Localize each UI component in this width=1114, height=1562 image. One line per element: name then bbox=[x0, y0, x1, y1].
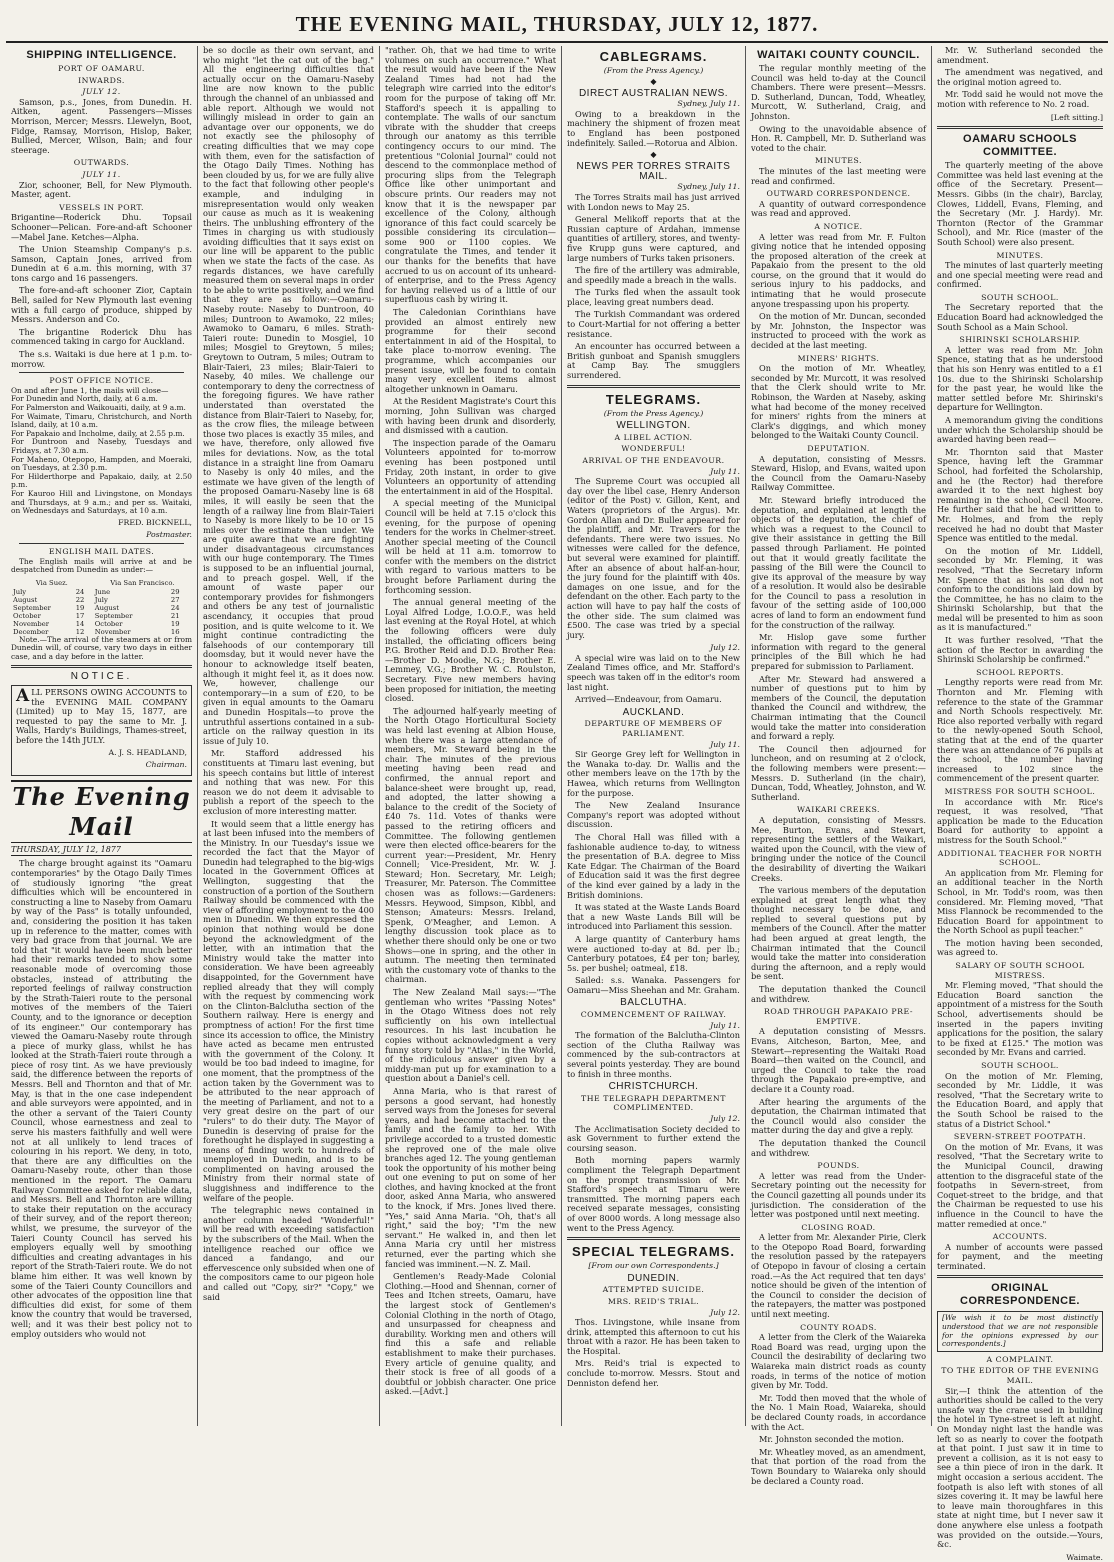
cable-date: Sydney, July 11. bbox=[677, 182, 740, 192]
column-6 bbox=[932, 45, 1108, 1562]
complaint-letter: Sir,—I think the attention of the authorities should be called to the very unsafe way the crane used in building the hotel in Tyne-street is left at night. On Monday night last the handle was left so as nearly to cover the footpath at that point. I just saw it in time to prevent a collision, as it is not easy to see a thin piece of iron in the dark. It might occasion a serious accident. The footpath is also left with stones of all sizes covering it. It may be lawful here to leave main thoroughfares in this state at night time, but I never saw it done anywhere else unless a footpath was provided on the outside.—Yours, &c. bbox=[937, 1385, 1103, 1550]
telegram-date: July 12. bbox=[710, 643, 740, 653]
suicide-title: ATTEMPTED SUICIDE. bbox=[602, 1285, 705, 1295]
postmaster-title: Postmaster. bbox=[146, 530, 192, 540]
advertisement: Gentlemen's Ready-Made Colonial Clothing.—Hood and Shennan, corner of Tees and Itchen streets, Oamaru, have the largest stock of Gentlemen's Colonial Clothing in the north of Otago, and unsurpassed for cheapness and durability. Working men and others will find this a safe and reliable establishment to make their purchases. Every article of genuine quality, and their stock is free of all goods of a doubtful or jobbish character. One price asked.—[Advt.] bbox=[385, 1271, 556, 1397]
telegram-date: July 12. bbox=[710, 1114, 740, 1123]
post-office-heading: POST OFFICE NOTICE. bbox=[49, 376, 154, 386]
subhead: ACCOUNTS. bbox=[992, 1232, 1048, 1242]
column-2 bbox=[198, 46, 380, 1426]
schools-para: An application from Mr. Fleming for an additional teacher in the North School, in Mr. Todd's room, was then considered. Mr. Fleming moved, "That Miss Flannock be recommended to the Education Board for appointment to the North School as pupil teacher." bbox=[937, 867, 1103, 936]
editorial-para: Mr. Stafford addressed his constituents at Timaru last evening, but his speech contains but little of interest and nothing that was new. For this reason we do not deem it advisable to publish a report of the speech to the exclusion of more interesting matter. bbox=[203, 748, 374, 816]
special-para: Thos. Livingstone, while insane from drink, attempted this afternoon to cut his throat with a razor. He has been taken to the Hospital. bbox=[567, 1317, 740, 1356]
table-row: December 12 November 16 bbox=[13, 627, 180, 636]
column-5 bbox=[746, 46, 932, 1486]
postmaster-name: FRED. BICKNELL, bbox=[118, 517, 192, 527]
notice-dropcap: A bbox=[16, 686, 30, 707]
libel-title: A LIBEL ACTION. bbox=[614, 432, 693, 442]
telegram-para: The Acclimatisation Society decided to ask Government to further extend the coursing season. bbox=[567, 1123, 740, 1153]
waitaki-para: A letter from the Clerk of the Waiareka Road Board was read, urging upon the Council the desirability of declaring two Waiareka main district roads as county roads, in terms of the notice of motion given by Mr. Todd. bbox=[751, 1332, 926, 1391]
schools-para: On the motion of Mr. Liddell, seconded by Mr. Fleming, it was resolved, "That the Secretary inform Mr. Spence that as his son did not conform to the conditions laid down by the Committee, he has no claim to the Shirinski Scholarship, but that the medal will be presented to him as soon as it is manufactured." bbox=[937, 545, 1103, 633]
subhead: SALARY OF SOUTH SCHOOL MISTRESS. bbox=[955, 961, 1085, 980]
subhead: SOUTH SCHOOL. bbox=[981, 292, 1059, 302]
subhead: POUNDS. bbox=[817, 1161, 860, 1171]
column-3 bbox=[380, 46, 562, 1426]
subhead: ROAD THROUGH PAPAKAIO PRE-EMPTIVE. bbox=[764, 1007, 913, 1026]
inwards-date: JULY 12. bbox=[82, 87, 121, 97]
schools-para: The minutes of last quarterly meeting and one special meeting were read and confirmed. bbox=[937, 260, 1103, 290]
cable-para: The fire of the artillery was admirable, and speedily made a breach in the walls. bbox=[567, 265, 740, 285]
post-office-lines: On and after June 1, the mails will close— For Dunedin and North, daily, at 6 a.m. For Palmerston and Waikouaiti, daily, at 9 a.m. For Waimate, Timaru, Christchurch, and North Island, daily, at 10 a.m. For Papakaio and Incholme, daily, at 2.55 p.m. For Duntroon and Naseby, Tuesdays and Fridays, at 7.30 a.m. For Maheno, Otepopo, Hampden, and Moeraki, on Tuesdays, at 2.30 p.m. For Hilderthorpe and Papakaio, daily, at 2.50 p.m. For Kauroo Hill and Livingstone, on Mondays and Thursdays, at 9 a.m.; and per ss. Waitaki, on Wednesdays and Saturdays, at 10 a.m. bbox=[11, 385, 192, 516]
cable-para: The Torres Straits mail has just arrived with London news to May 25. bbox=[567, 191, 740, 212]
telegram-para: The formation of the Balclutha-Clinton section of the Clutha Railway was commenced by the sub-contractors at several points yesterday. They are bound to finish in three months. bbox=[567, 1030, 740, 1079]
tui-para: The s.s. Waitaki is due here at 1 p.m. to-morrow. bbox=[11, 349, 192, 369]
waitaki-para: The minutes of the last meeting were read and confirmed. bbox=[751, 165, 926, 186]
complaint-title: A COMPLAINT. bbox=[986, 1354, 1054, 1364]
schools-para: The motion having been seconded, was agreed to. bbox=[937, 937, 1103, 958]
subhead: A NOTICE. bbox=[814, 221, 863, 231]
divider: ◆ bbox=[650, 76, 657, 86]
subhead: SEVERN-STREET FOOTPATH. bbox=[953, 1132, 1087, 1142]
notice-box bbox=[11, 685, 192, 776]
outwards-date: JULY 11. bbox=[82, 169, 121, 179]
subhead: SCHOOL REPORTS. bbox=[976, 667, 1064, 677]
notice-signer-title: Chairman. bbox=[145, 760, 187, 770]
waitaki-para: A letter was read from Mr. F. Fulton giving notice that he intended opposing the proposed alteration of the creek at Papakaio from the present to the old course, on the ground that it would do serious injury to his paddocks, and intimating that he would prosecute anyone trespassing upon his property. bbox=[751, 231, 926, 309]
cable-para: Owing to a breakdown in the machinery the shipment of frozen meat to England has been postponed indefinitely. Sailed.—Rotorua and Albion. bbox=[567, 108, 740, 148]
trial-title: MRS. REID'S TRIAL. bbox=[607, 1296, 700, 1306]
editorial-para: Anna Maria, who is that rarest of persons a good servant, had honestly served ways from the Joneses for several years, and had become attached to the family and the family to her. With privilege accorded to a trusted domestic she reproved one of the male olive branches aged 12. The young gentleman took the opportunity of his mother being out one evening to put on some of her clothes, and having knocked at the front door, asked Anna Maria, who answered to the knock, if Mrs. Jones lived there. "Yes," said Anna Maria. "Oh, that's all right," said the boy; "I'm the new servant." He walked in, and then let Anna Maria cry until her mistress returned, ever the parting which she fancied was imminent.—N. Z. Mail. bbox=[385, 1085, 556, 1269]
railway-title: COMMENCEMENT OF RAILWAY. bbox=[580, 1010, 727, 1020]
columns bbox=[6, 45, 1108, 1562]
waitaki-para: The various members of the deputation explained at great length what they thought necessary to be done, and replied to several questions put by members of the Council. After the matter had been argued at great length, the Chairman intimated that the Council would take the matter into consideration during the afternoon, and a reply would be sent. bbox=[751, 885, 926, 982]
nameplate: The Evening Mail bbox=[12, 781, 191, 841]
subhead: OUTWARD CORRESPONDENCE. bbox=[766, 189, 911, 199]
waitaki-para: The regular monthly meeting of the Council was held to-day at the Council Chambers. There were present—Messrs. D. Sutherland, Duncan, Todd, Wheatley, Murcott, W. Sutherland, Craig, and Johnston. bbox=[751, 63, 926, 121]
schools-heading: OAMARU SCHOOLS COMMITTEE. bbox=[963, 133, 1077, 159]
telegram-date: July 11. bbox=[710, 1020, 740, 1030]
telegrams-source: (From the Press Agency.) bbox=[603, 408, 704, 418]
waitaki-para: A deputation, consisting of Messrs. Mee, Burton, Evans, and Stewart, representing the settlers of the Waikari, waited upon the Council, with the view of bringing under the notice of the Council the desirability of diverting the Waikari Creeks. bbox=[751, 814, 926, 883]
editorial-para: "rather. Oh, that we had time to write volumes on such an occurrence." What the result would have been if the New Zealand Times had not had the telegraph wire carried into the editor's room for the purpose of taking off Mr. Stafford's speech it is appalling to contemplate. The walls of our sanctum vibrate with the shudder that creeps through our anatomy as this terrible contingency occurs to our mind. The pretentious "Colonial Journal" could not descend to the commonplace method of procuring slips from the Telegraph Office like other unimportant and obscure prints. Our readers may not know that it is the newspaper par excellence of the Colony, although ignorance of this fact could scarcely be possible considering its circulation—some 900 or 1100 copies. We congratulate the Times, and tender it our thanks for the benefits that have accrued to us on account of its unheard-of enterprise, and to the Press Agency for having relieved us of a little of our superfluous cash by wiring it. bbox=[385, 45, 556, 305]
waitaki-para: A deputation, consisting of Messrs. Steward, Hislop, and Evans, waited upon the Council from the Oamaru-Naseby Railway Committee. bbox=[751, 453, 926, 493]
english-mail-note: Note.—The arrival of the steamers at or from Dunedin will, of course, vary two days in either case, and a day before in the latter. bbox=[11, 634, 192, 661]
left-sitting: [Left sitting.] bbox=[1050, 112, 1103, 122]
editorial-para: A special meeting of the Municipal Council will be held at 7.15 o'clock this evening, for the purpose of opening tenders for the works in Chelmer-street. Another special meeting of the Council will be held at 11 a.m. tomorrow to confer with the members on the district with regard to various matters to be brought before Parliament during the forthcoming session. bbox=[385, 498, 556, 595]
telegram-para: A large quantity of Canterbury hams were auctioned to-day at 8d. per lb.; Canterbury potatoes, £4 per ton; barley, 5s. per bushel; oatmeal, £18. bbox=[567, 933, 740, 973]
telegram-para: Sailed: s.s. Wanaka. Passengers for Oamaru—Miss Sheehan and Mr. Graham. bbox=[567, 975, 740, 995]
english-mail-table: Via Suez. Via San Francisco. July 24 June 29 August 22 July 27 September 19 August 24 October 17 September 21 November 14 October 19 December 12 November 16 bbox=[11, 578, 192, 636]
editorial-para: The Caledonian Corinthians have provided an almost entirely new programme for their second entertainment in aid of the Hospital, to take place to-morrow evening. The programme, which accompanies our present issue, will be found to contain many very excellent items almost altogether unknown in Oamaru. bbox=[385, 307, 556, 394]
cable-date: Sydney, July 11. bbox=[677, 99, 740, 109]
schools-para: A number of accounts were passed for payment, and the meeting terminated. bbox=[937, 1241, 1103, 1271]
table-row: September 19 August 24 bbox=[13, 603, 180, 612]
schools-para: Mr. Fleming moved, "That should the Education Board sanction the appointment of a mistress for the South School, advertisements should be inserted in the papers inviting applications for the position, the salary to be fixed at £125." The motion was seconded by Mr. Evans and carried. bbox=[937, 980, 1103, 1058]
telegram-para: The Supreme Court was occupied all day over the libel case, Henry Anderson (editor of the Post) v. Gillon, Kent, and Waters (proprietors of the Argus). Mr. Gordon Allan and Dr. Buller appeared for the plaintiff, and Mr. Travers for the defendants. There were two issues. No witnesses were called for the defence, but several were examined for plaintiff. After an absence of about half-an-hour, the jury found for the plaintiff with 40s. damages on one issue, and for the defendant on the other. Each party to the action will have to pay half the costs of the other side. The sum claimed was £500. The case was tried by a special jury. bbox=[567, 476, 740, 640]
place-balclutha: BALCLUTHA. bbox=[620, 997, 687, 1009]
masthead: THE EVENING MAIL, THURSDAY, JULY 12, 1877. bbox=[6, 6, 1108, 43]
cable-section-title: NEWS PER TORRES STRAITS MAIL. bbox=[576, 161, 731, 182]
vessels-text: Brigantine—Roderick Dhu. Topsail Schooner—Pelican. Fore-and-aft Schooner—Mabel Jane. Ketches—Alpha. bbox=[11, 212, 192, 242]
outwards-label: OUTWARDS. bbox=[73, 158, 130, 168]
cable-para: The Turks fled when the assault took place, leaving great numbers dead. bbox=[567, 287, 740, 307]
subhead: SOUTH SCHOOL. bbox=[981, 1061, 1059, 1070]
subhead: ADDITIONAL TEACHER FOR NORTH SCHOOL. bbox=[937, 848, 1103, 868]
schools-para: On the motion of Mr. Evans, it was resolved, "That the Secretary write to the Municipal Council, drawing attention to the disgraceful state of the footpaths in Severn-street, from Coquet-street to the bridge, and that the Chairman be requested to use his influence in the Council to have the matter remedied at once." bbox=[937, 1141, 1103, 1229]
schools-para: A memorandum giving the conditions under which the Scholarship should be awarded having been read— bbox=[937, 415, 1103, 445]
schools-para: The quarterly meeting of the above Committee was held last evening at the office of the Secretary. Present—Messrs. Gibbs (in the chair), Barclay, Clowes, Liddell, Evans, Fleming, and the Secretary (Mr. J. Hardy). Mr. Thornton (Rector of the Grammar School), and Mr. Rice (master of the South School) were also present. bbox=[937, 160, 1103, 247]
brigantine-para: The brigantine Roderick Dhu has commenced taking in cargo for Auckland. bbox=[11, 326, 192, 347]
waitaki-para: Mr. Hislop gave some further information with regard to the general principles of the Bill which he had prepared for submission to Parliament. bbox=[751, 632, 926, 672]
departure-title: DEPARTURE OF MEMBERS OF PARLIAMENT. bbox=[584, 719, 723, 739]
shipping-port: PORT OF OAMARU. bbox=[58, 64, 145, 73]
telegrams-heading: TELEGRAMS. bbox=[605, 391, 702, 407]
nameplate-dateline: THURSDAY, JULY 12, 1877 bbox=[11, 845, 192, 857]
telegram-para: Both morning papers warmly compliment the Telegraph Department on the prompt transmission of Mr. Stafford's speech at Timaru were transmitted. The morning papers each received separate messages, consisting of over 8000 words. A long message also went to the Press Agency. bbox=[567, 1155, 740, 1233]
editorial-para: The telegraphic news contained in another column headed "Wonderful!" will be read with exceeding satisfaction by the subscribers of the Mail. When the intelligence reached our office we danced a fandango, and our effervescence only subsided when one of the compositors came to our pigeon hole and called out "Copy, sir?" "Copy," we said bbox=[203, 1205, 374, 1302]
schools-para: In accordance with Mr. Rice's request, it was resolved, "That application be made to the Education Board for authority to appoint a mistress for the South School." bbox=[937, 796, 1103, 845]
waitaki-para: A deputation consisting of Messrs. Evans, Aitcheson, Barton, Mee, and Stewart—representing the Waitaki Road Board—then waited on the Council, and urged the Council to take the road through the Papakaio pre-emptive, and declare it a County road. bbox=[751, 1026, 926, 1094]
waitaki-para: Mr. Todd said he would not move the motion with reference to No. 2 road. bbox=[937, 89, 1103, 109]
place-christchurch: CHRISTCHURCH. bbox=[608, 1081, 699, 1093]
special-source: [From our own Correspondents.] bbox=[588, 1261, 719, 1271]
wonderful-title: WONDERFUL! bbox=[621, 444, 686, 454]
to-editor: TO THE EDITOR OF THE EVENING MAIL. bbox=[941, 1366, 1099, 1386]
editorial-para: The inspection parade of the Oamaru Volunteers appointed for to-morrow evening has been postponed until Friday, 20th instant, in order to give Volunteers an opportunity of attending the entertainment in aid of the Hospital. bbox=[385, 437, 556, 496]
waitaki-para: The deputation thanked the Council and withdrew. bbox=[751, 1137, 926, 1158]
waitaki-para: Mr. Wheatley moved, as an amendment, that that portion of the road from the Town Boundary to Waiareka only should be declared a County road. bbox=[751, 1446, 926, 1486]
outwards-text: Zior, schooner, Bell, for New Plymouth. Master, agent. bbox=[11, 179, 192, 200]
telegram-date: July 11. bbox=[710, 466, 740, 476]
subhead: COUNTY ROADS. bbox=[800, 1322, 877, 1332]
telegram-para: A special wire was laid on to the New Zealand Times office, and Mr. Stafford's speech was taken off in the editor's room last night. bbox=[567, 652, 740, 692]
subhead: MINUTES. bbox=[996, 250, 1044, 260]
table-row: August 22 July 27 bbox=[13, 595, 180, 604]
table-row: November 14 October 19 bbox=[13, 619, 180, 628]
correspondence-heading: ORIGINAL CORRESPONDENCE. bbox=[960, 1282, 1080, 1308]
schools-para: The Secretary reported that the Education Board had acknowledged the South School as a Main School. bbox=[937, 302, 1103, 332]
table-row: October 17 September 21 bbox=[13, 611, 180, 620]
cable-section-title: DIRECT AUSTRALIAN NEWS. bbox=[578, 87, 729, 99]
waitaki-para: After Mr. Steward had answered a number of questions put to him by members of the Council, the deputation thanked the Council and withdrew, the Chairman intimating that the Council would take the matter into consideration and forward a reply. bbox=[751, 673, 926, 742]
cablegrams-source: (From the Press Agency.) bbox=[603, 66, 704, 75]
waitaki-para: The deputation thanked the Council and withdrew. bbox=[751, 984, 926, 1004]
editorial-para: At the Resident Magistrate's Court this morning, John Sullivan was charged with having been drunk and disorderly, and dismissed with a caution. bbox=[385, 396, 557, 436]
zior-para: The fore-and-aft schooner Zior, Captain Bell, sailed for New Plymouth last evening with a full cargo of produce, shipped by Messrs. Anderson and Co. bbox=[11, 285, 192, 325]
schools-para: Lengthy reports were read from Mr. Thornton and Mr. Fleming with reference to the state of the Grammar and North Schools respectively. Mr. Rice also reported verbally with regard to the newly-opened South School, stating that at the end of the quarter there was an attendance of 76 pupils at the school, the number having increased to 102 since the commencement of the present quarter. bbox=[937, 677, 1103, 784]
waitaki-heading: WAITAKI COUNTY COUNCIL. bbox=[757, 49, 920, 61]
inwards-label: INWARDS. bbox=[78, 75, 125, 85]
notice-signer: A. J. S. HEADLAND, bbox=[108, 747, 187, 757]
place-auckland: AUCKLAND. bbox=[622, 706, 685, 718]
divider: ◆ bbox=[650, 150, 657, 160]
cablegrams-heading: CABLEGRAMS. bbox=[599, 49, 708, 64]
place-wellington: WELLINGTON. bbox=[616, 420, 691, 432]
inwards-text: Samson, p.s., Jones, from Dunedin. H. Aitken, agent. Passengers—Misses Morrison, Mercer; Messrs. Llewelyn, Boot, Fidge, Ramsay, Morrison, Hislop, Baker, Bullied, Mercer, Wilson, Bain; and four steerage. bbox=[11, 96, 192, 155]
waitaki-para: On the motion of Mr. Wheatley, seconded by Mr. Murcott, it was resolved that the Clerk should write to Mr. Robinson, the Warden at Naseby, asking what had become of the money received for miners' rights from the miners at Clark's diggings, and which money belonged to the Waitaki County Council. bbox=[751, 363, 926, 441]
correspondence-note: [We wish it to be most distinctly understood that we are not responsible for the opinions expressed by our correspondents.] bbox=[937, 1311, 1103, 1351]
letter-signer: Waimate. bbox=[1066, 1552, 1103, 1562]
notice-body: LL PERSONS OWING ACCOUNTS to the EVENING MAIL COMPANY (Limited) up to May 15, 1877, are requested to pay the same to Mr. J. Walls, Hardy's Buildings, Thames-street, before the 14th JULY. bbox=[16, 687, 187, 746]
schools-para: A letter was read from Mr. John Spence, stating that as he understood that his son Henry was entitled to a £1 10s. due to the Shirinski Scholarship for the past year, he would like the matter settled before Mr. Shirinski's departure for Wellington. bbox=[937, 344, 1103, 413]
schools-para: On the motion of Mr. Fleming, seconded by Mr. Liddle, it was resolved, "That the Secretary write to the Education Board, and apply that the South School be raised to the status of a District School." bbox=[937, 1070, 1103, 1129]
waitaki-para: A quantity of outward correspondence was read and approved. bbox=[751, 198, 926, 219]
subhead: SHIRINSKI SCHOLARSHIP. bbox=[959, 335, 1081, 345]
table-row: July 24 June 29 bbox=[13, 587, 180, 596]
union-para: The Union Steamship Company's p.s. Samson, Captain Jones, arrived from Dunedin at 6 a.m. this morning, with 37 tons cargo and 16 passengers. bbox=[11, 244, 192, 283]
subhead: MINUTES. bbox=[815, 156, 862, 166]
editorial-para: The annual general meeting of the Loyal Alfred Lodge, I.O.O.F., was held last evening at the Royal Hotel, at which the following officers were duly installed, the officiating officers being P.G. Brother Reid and D.D. Brother Rea:—Brother D. Moodie, N.G.; Brother E. Lemmey, V.G.; Brother W. C. Roulston, Secretary. Five new members having been proposed for initiation, the meeting closed. bbox=[385, 597, 556, 704]
english-mail-intro: The English mails will arrive at and be despatched from Dunedin as under:— bbox=[11, 556, 192, 575]
waitaki-para: The amendment was negatived, and the original motion agreed to. bbox=[937, 67, 1103, 87]
subhead: WAIKARI CREEKS. bbox=[797, 805, 880, 815]
column-1 bbox=[6, 46, 198, 1426]
telegram-para: It was stated at the Waste Lands Board that a new Waste Lands Bill will be introduced into Parliament this session. bbox=[567, 902, 740, 932]
editorial-cont: be so docile as their own servant, and who might "let the cat out of the bag." All the engineering difficulties that actually occur on the Oamaru-Naseby line are now known to the public through the channel of an unbiassed and able report. Although we would not willingly mislead in order to gain an advantage over our opponents, we do not exactly see the philosophy of creating difficulties that we may cope with them, even for the satisfaction of the Otago Daily Times. Nothing has been clouded by us, for we are fully alive to the fact that following other people's example, and indulging in misrepresentation would only weaken our cause as much as it is weakening theirs. The unblushing effrontery of the Times in charging us with studiously avoiding difficulties that it says exist on our line will be apparent to the public when we state the facts of the case. As regards distances, we have carefully measured them on several maps in order to be able to write positively, and we find that they are as follow:—Oamaru-Naseby route: Naseby to Duntroon, 40 miles; Duntroon to Awamoko, 22 miles; Awamoko to Oamaru, 6 miles. Strath-Taieri route: Dunedin to Mosgiel, 10 miles; Mosgiel to Greytown, 5 miles; Greytown to Outram, 5 miles; Outram to Blair-Taieri, 23 miles; Blair-Taieri to Naseby, 40 miles. We challenge our contemporary to deny the correctness of the foregoing figures. We have rather understated than overstated the distance from Blair-Taieri to Naseby, for, as the crow flies, the mileage between those two places is exactly 35 miles, and we have, therefore, only allowed five miles for deviations. Now, as the total distance in a straight line from Oamaru to Naseby is only 40 miles, and the estimate we have given of the length of the proposed Oamaru-Naseby line is 68 miles, it will easily be seen that the length of a railway line from Blair-Taieri to Naseby is more likely to be 10 or 15 miles over the estimate than under. We are quite aware that we are fighting under disadvantageous circumstances with our huge contemporary. The Times is supposed to be an influential journal, and to preach gospel. Well, if the amount of waste paper our contemporary provides for fishmongers and others be any test of journalistic ascendancy, it occupies that proud position, and is quite welcome to it. We might continue contradicting the falsehoods of our contemporary till doomsday, but it would never have the honour to acknowledge itself beaten, although it might feel it, as it does now. We, however, challenge our contemporary—in a sum of £20, to be given in equal amounts to the Oamaru and Dunedin Hospitals—to prove the untruthful assertions contained in a sub-article on the railway question in its issue of July 10. bbox=[203, 45, 374, 746]
waitaki-para: Mr. W. Sutherland seconded the amendment. bbox=[937, 45, 1103, 65]
waitaki-para: Owing to the unavoidable absence of Hon. R. Campbell, Mr. D. Sutherland was voted to the chair. bbox=[751, 123, 926, 153]
editorial-para: It would seem that a little energy has at last been infused into the members of the Ministry. In our Tuesday's issue we recorded the fact that the Mayor of Dunedin had telegraphed to the big-wigs located in the Government Offices at Wellington, suggesting that the construction of a portion of the Southern Railway should be commenced with the view of affording employment to the 400 men in Dunedin. We then expressed the opinion that nothing would be done beyond the acknowledgment of the letter, with an intimation that the Ministry would take the matter into consideration. We have been agreeably disappointed, for the Government have replied already that they will comply with the request by commencing work on the Clinton-Balclutha section of the Southern railway. Here is energy and promptness of action! For the first time since its accession to office, the Ministry have acted as became men entrusted with the government of the Colony. It would be too bad indeed to imagine, for one moment, that the promptness of the action taken by the Government was to be attributed to the near approach of the meeting of Parliament, and not to a very great desire on the part of our "rulers" to do their duty. The Mayor of Dunedin is deserving of praise for the forethought he displayed in suggesting a means of finding work to hundreds of unemployed in Dunedin, and is to be complimented on having aroused the Ministry from their normal state of sluggishness and indifference to the welfare of the people. bbox=[203, 818, 374, 1203]
cable-para: The Turkish Commandant was ordered to Court-Martial for not offering a better resistance. bbox=[567, 309, 740, 339]
vessels-label: VESSELS IN PORT. bbox=[59, 202, 144, 212]
subhead: DEPUTATION. bbox=[807, 443, 870, 453]
arrival-title: ARRIVAL OF THE ENDEAVOUR. bbox=[582, 456, 725, 465]
waitaki-para: The Council then adjourned for luncheon, and on resuming at 2 o'clock, the following members were present:—Messrs. D. Sutherland (in the chair), Duncan, Todd, Wheatley, Johnston, and W. Sutherland. bbox=[751, 743, 926, 802]
waitaki-para: On the motion of Mr. Duncan, seconded by Mr. Johnston, the Inspector was instructed to proceed with the work as decided at the last meeting. bbox=[751, 311, 926, 351]
subhead: MISTRESS FOR SOUTH SCHOOL. bbox=[944, 786, 1096, 796]
column-4 bbox=[562, 46, 746, 1426]
schools-para: It was further resolved, "That the action of the Rector in awarding the Shirinski Scholarship be confirmed." bbox=[937, 635, 1103, 665]
notice-heading: NOTICE. bbox=[70, 671, 133, 683]
special-date: July 12. bbox=[710, 1307, 740, 1317]
special-telegrams-heading: SPECIAL TELEGRAMS. bbox=[572, 1244, 735, 1260]
waitaki-para: After hearing the arguments of the deputation, the Chairman intimated that the Council would also consider the matter during the day and give a reply. bbox=[751, 1096, 926, 1136]
telegram-para: The Choral Hall was filled with a fashionable audience to-day, to witness the presentation of B.A. degree to Miss Kate Edgar. The Chairman of the Board of Education said it was the first degree of the kind ever gained by a lady in the British dominions. bbox=[567, 831, 740, 900]
telegram-para: Sir George Grey left for Wellington in the Wanaka to-day. Dr. Wallis and the other members leave on the 17th by the Hawea, which returns from Wellington for the purpose. bbox=[567, 749, 740, 798]
waitaki-para: A letter was read from the Under-Secretary pointing out the necessity for the Council gazetting all pounds under its jurisdiction. The consideration of the letter was postponed until next meeting. bbox=[751, 1170, 926, 1220]
editorial-para: The adjourned half-yearly meeting of the North Otago Horticultural Society was held last evening at Albion House, when there was a large attendance of members, Mr. Steward being in the chair. The minutes of the previous meeting having been read and confirmed, the annual report and balance-sheet were brought up, read, and adopted, the latter showing a balance to the credit of the Society of £40 7s. 11d. Votes of thanks were passed to the retiring officers and Committee. The following gentlemen were then elected office-bearers for the current year:—President, Mr. Henry Connell; Vice-President, Mr. W. J. Steward; Hon. Secretary, Mr. Leigh; Treasurer, Mr. Paterson. The Committee chosen was as follows:—Gardeners: Messrs. Heywood, Simpson, Kibbl, and Stenson; Amateurs: Messrs. Ireland, Spenk, O'Meagher, and Lemon. A lengthy discussion took place as to whether there should only be one or two Shows—one in spring, and the other in autumn. The meeting then terminated with the customary vote of thanks to the chairman. bbox=[385, 705, 556, 985]
shipping-heading: SHIPPING INTELLIGENCE. bbox=[26, 49, 177, 61]
english-mail-heading: ENGLISH MAIL DATES. bbox=[48, 546, 155, 556]
subhead: CLOSING ROAD. bbox=[801, 1222, 876, 1232]
cable-para: An encounter has occurred between a British gunboat and Spanish smugglers at Camp Bay. The smugglers surrendered. bbox=[567, 341, 740, 381]
special-para: Mrs. Reid's trial is expected to conclude to-morrow. Messrs. Stout and Denniston defend her. bbox=[567, 1358, 740, 1388]
waitaki-para: A letter from Mr. Alexander Pirie, Clerk to the Otepopo Road Board, forwarding the resolution passed by the ratepayers of Otepopo in favour of closing a certain road.—As the Act required that ten days' notice should be given of the intention of the Council to consider the decision of the ratepayers, the matter was postponed until next meeting. bbox=[751, 1232, 926, 1320]
waitaki-para: Mr. Steward briefly introduced the deputation, and explained at length the objects of the deputation, the chief of which was a request to the Council to give their assistance in getting the Bill passed through Parliament. He pointed out that it would greatly facilitate the passing of the Bill were the Council to give its approval of the measure by way of a resolution. It would also be desirable for the Council to pass a resolution in favour of the setting aside of 100,000 acres of land to form an endowment fund for the construction of the railway. bbox=[751, 494, 926, 630]
place-dunedin: DUNEDIN. bbox=[627, 1272, 680, 1284]
telegraph-title: THE TELEGRAPH DEPARTMENT COMPLIMENTED. bbox=[581, 1093, 726, 1113]
schools-para: Mr. Thornton said that Master Spence, having left the Grammar School, had forfeited the Scholarship, and he (the Rector) had therefore awarded it to the next highest boy remaining in the school, Cecil Moore. He further said that he had written to Mr. Holmes, and from the reply received he had no doubt that Master Spence was entitled to the medal. bbox=[937, 446, 1103, 544]
telegram-para: The New Zealand Insurance Company's report was adopted without discussion. bbox=[567, 800, 740, 830]
subhead: MINERS' RIGHTS. bbox=[797, 353, 880, 363]
editorial-para: The New Zealand Mail says:—"The gentleman who writes "Passing Notes" in the Otago Witness does not rely sufficiently on his own intellectual resources. In his last incubation he copies without acknowledgment a very funny story told by "Atlas," in the World, of the ridiculous answer given by a middy-man put up for examination to a question about a Daniel's cell. bbox=[385, 987, 556, 1084]
telegram-date: July 11. bbox=[710, 739, 740, 749]
telegram-para: Arrived—Endeavour, from Oamaru. bbox=[575, 694, 722, 705]
cable-para: General Melikoff reports that at the Russian capture of Ardahan, immense quantities of artillery, stores, and twenty-five Krupp guns were captured, and large numbers of Turks taken prisoners. bbox=[567, 214, 740, 263]
editorial-para: The charge brought against its "Oamaru contemporaries" by the Otago Daily Times of studiously ignoring "the great difficulties which will be encountered in constructing a line to Naseby from Oamaru by way of the Pass" is totally unfounded, and, considering the position it has taken up in reference to the matter, comes with very bad grace from that journal. We are told that "it would have been much better had their remarks tended to show some reasonable mode of overcoming those obstacles, instead of attributing the reported feelings of railway construction by the Strath-Taieri route to the personal motives of the members of the Taieri County, and to the ignorance or deception of its engineer." Our contemporary has viewed the Oamaru-Naseby route through a piece of murky glass, whilst he has looked at the Strath-Taieri route through a piece of rosy tint. As we have previously said, the difference between the reports of Messrs. Bell and Thornton and that of Mr. May, is that in the one case independent and able surveyors were appointed, and in the other a servant of the Taieri County Council, whose earnestness and zeal to serve his masters faithfully and well were not at all unlikely to lend traces of colouring in his report. We deny, in toto, that there are any difficulties on the Oamaru-Naseby route, other than those mentioned in the report. The Oamaru Railway Committee asked for reliable data, and Messrs. Bell and Thornton are willing to stake their reputation on the accuracy of their survey, and of the report thereon; whilst, we presume, the surveyor of the Taieri County Council has served his employers equally well by smoothing difficulties and creating advantages in his report of the Strath-Taieri route. We do not blame him either. It was well known by some of the Taieri County Councillors and other advocates of the opposition line that difficulties did exist, for some of them know the country that would be traversed, well; and it was their best policy not to employ outsiders who would not bbox=[11, 858, 192, 1339]
waitaki-para: Mr. Todd then moved that the whole of the No. 1 Main Road, Waiareka, should be declared County roads, in accordance with the Act. bbox=[751, 1392, 926, 1432]
waitaki-para: Mr. Johnston seconded the motion. bbox=[759, 1434, 904, 1445]
